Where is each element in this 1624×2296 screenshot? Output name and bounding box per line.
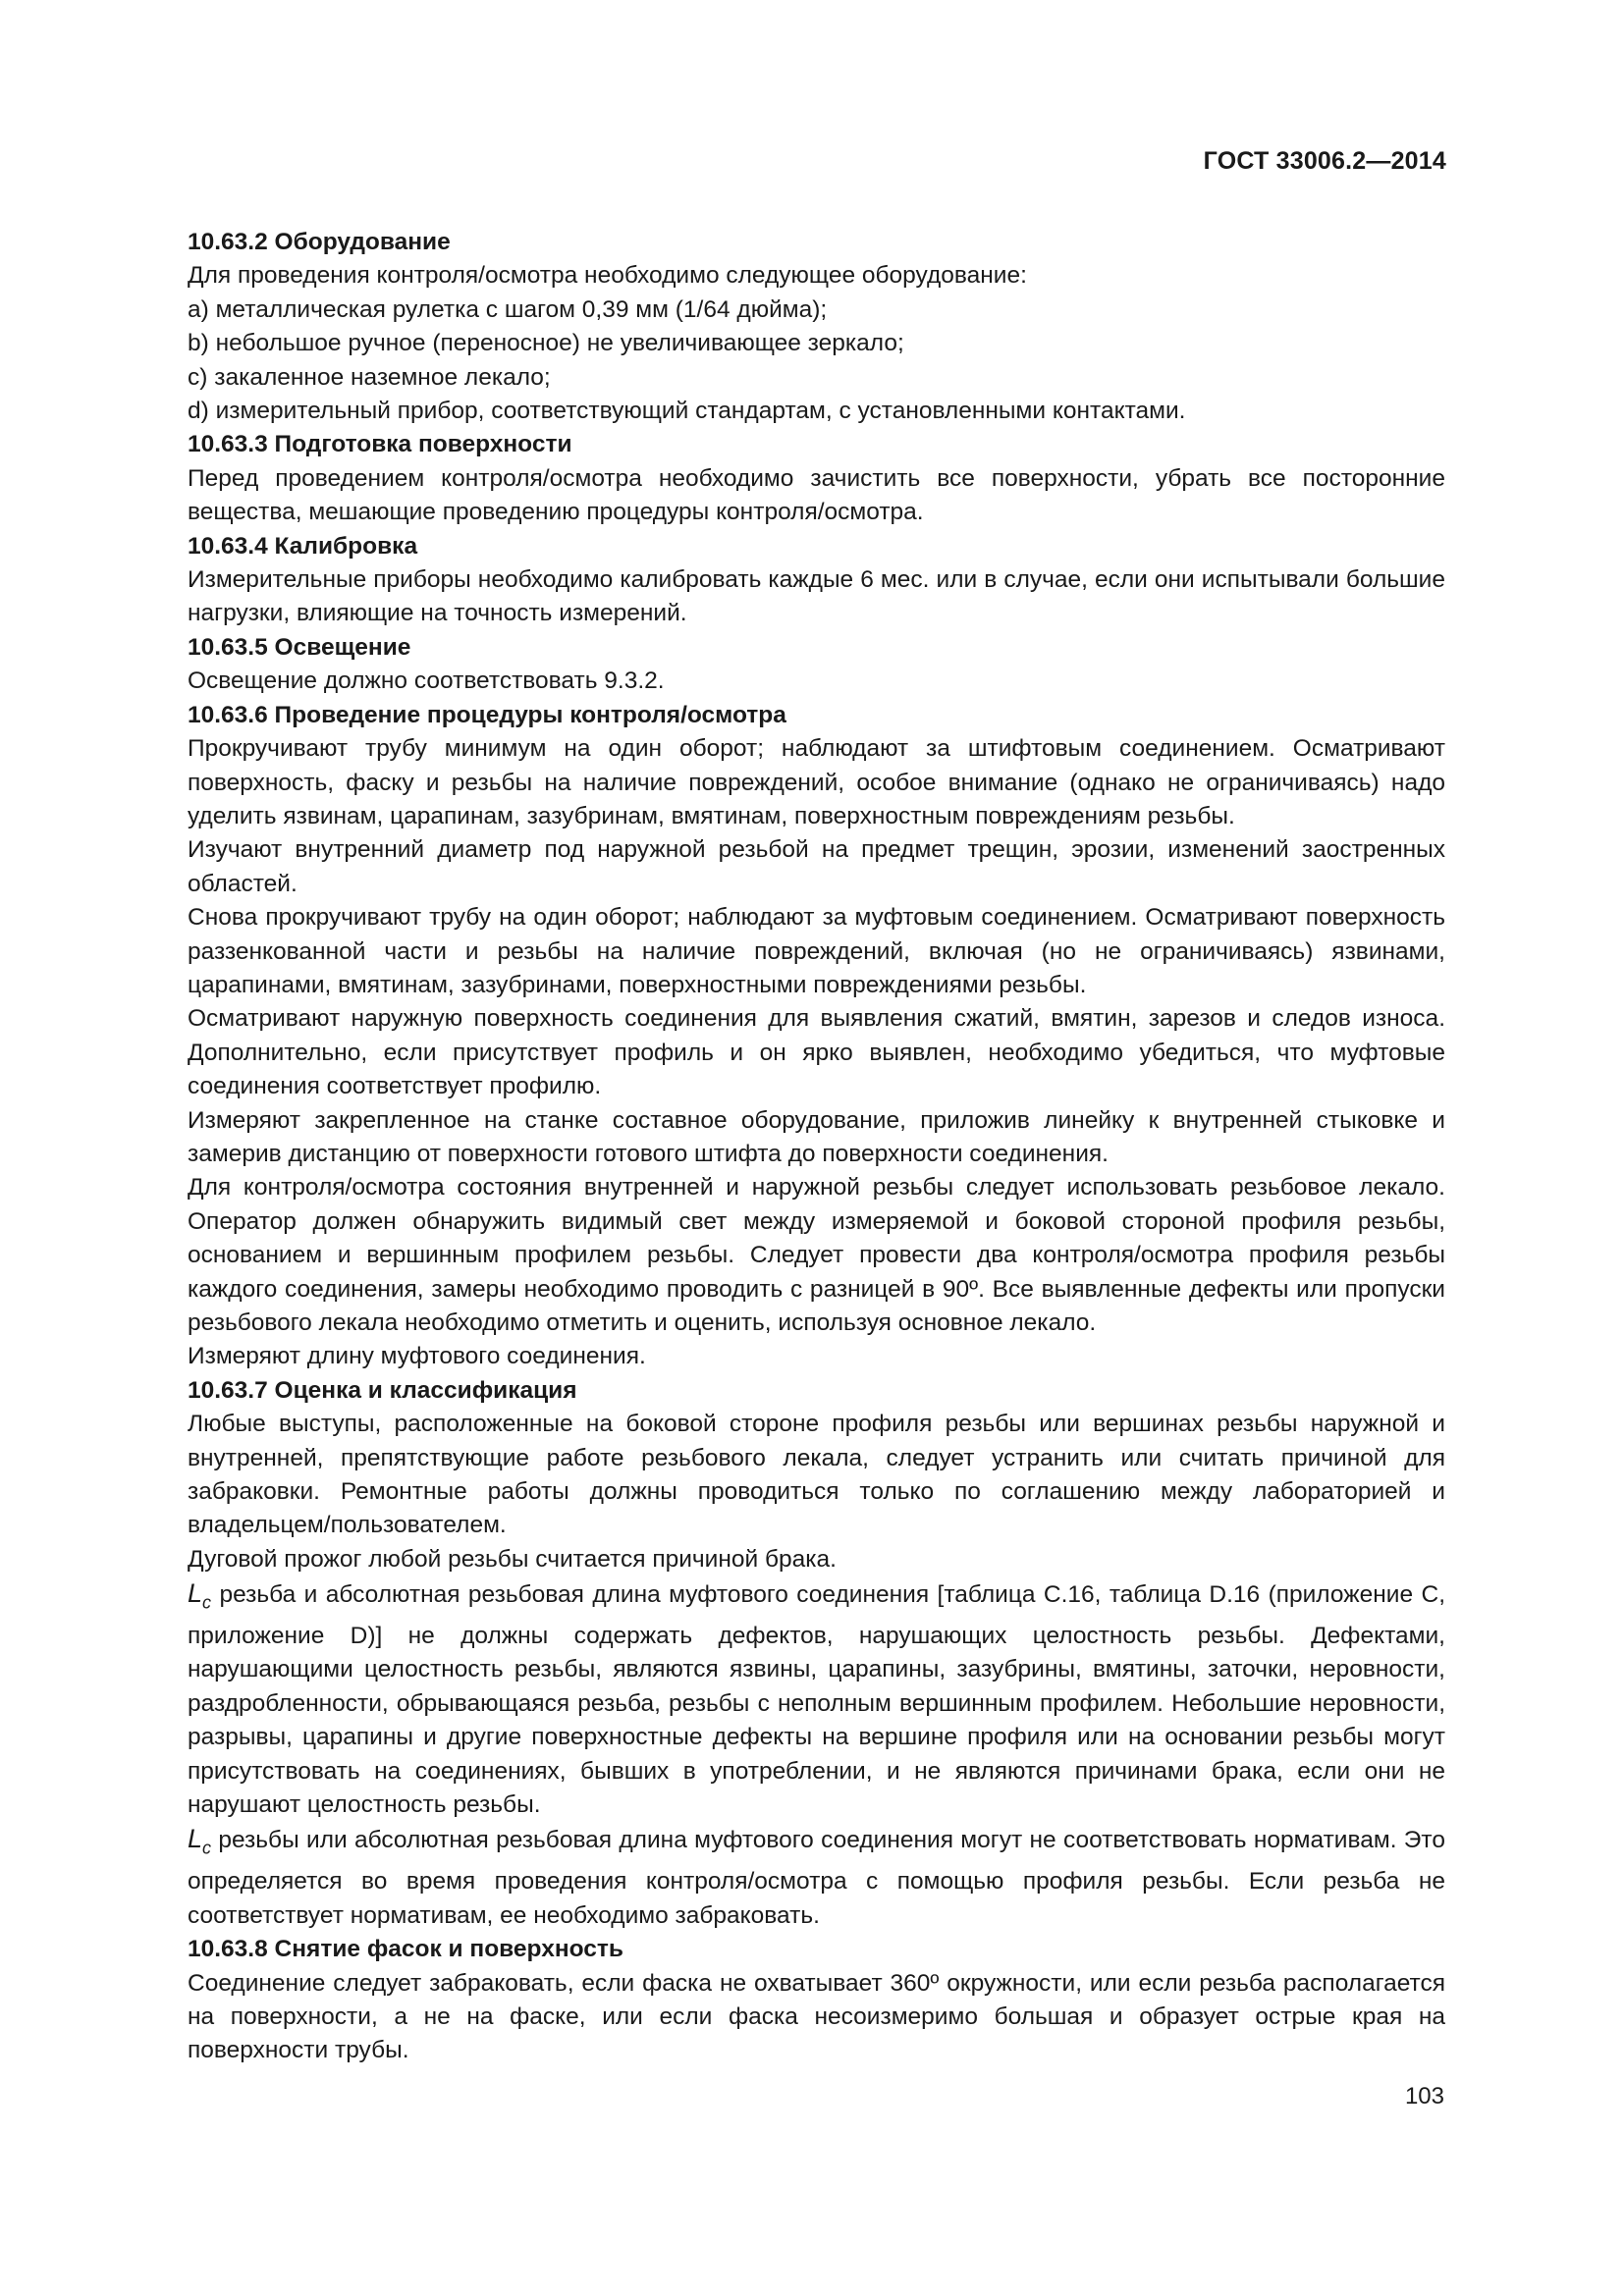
page-number: 103 [1404,2083,1444,2109]
section-heading: 10.63.8 Снятие фасок и поверхность [188,1936,623,1963]
paragraph: $L_c$ резьба и абсолютная резьбовая длина муфтового соединения [таблица C.16, таблица D.16 (приложение С, приложение D)] не должны содержать дефектов, нарушающих целостность резьбы. Дефектами, нарушающими целостность резьбы, являются язвины, царапины, зазубрины, вмятины, заточки, неровности, раздробленности, обрывающаяся резьба, резьбы с неполным вершинным профилем. Небольшие неровности, разрывы, царапины и другие поверхностные дефекты на вершине профиля или на основании резьбы могут присутствовать на соединениях, бывших в употреблении, и не являются причинами брака, если они не нарушают целостность резьбы. [188,1578,1445,1819]
lc-symbol: $L_c$ [188,1824,212,1858]
list-item: c) закаленное наземное лекало; [188,363,551,391]
section-heading: 10.63.5 Освещение [188,633,411,661]
paragraph: Соединение следует забраковать, если фаска не охватывает 360º окружности, или если резьба располагается на поверхности, а не на фаске, или если фаска несоизмеримо большая и образует острые края на поверхности трубы. [188,1969,1445,2064]
section-heading: 10.63.3 Подготовка поверхности [188,431,572,458]
section-heading: 10.63.6 Проведение процедуры контроля/осмотра [188,701,786,728]
paragraph: Снова прокручивают трубу на один оборот; наблюдают за муфтовым соединением. Осматривают поверхность раззенкованной части и резьбы на наличие повреждений, включая (но не ограничиваясь) язвинами, царапинами, вмятинам, зазубринами, поверхностными повреждениями резьбы. [188,904,1445,998]
paragraph: Измеряют закрепленное на станке составное оборудование, приложив линейку к внутренней стыковке и замерив дистанцию от поверхности готового штифта до поверхности соединения. [188,1106,1445,1167]
list-item: d) измерительный прибор, соответствующий стандартам, с установленными контактами. [188,398,1186,425]
paragraph: Для проведения контроля/осмотра необходимо следующее оборудование: [188,262,1027,290]
paragraph: Для контроля/осмотра состояния внутренней и наружной резьбы следует использовать резьбовое лекало. Оператор должен обнаружить видимый свет между измеряемой и боковой стороной профиля резьбы, основанием и вершинным профилем резьбы. Следует провести два контроля/осмотра профиля резьбы каждого соединения, замеры необходимо проводить с разницей в 90º. Все выявленные дефекты или пропуски резьбового лекала необходимо отметить и оценить, используя основное лекало. [188,1174,1445,1336]
list-item: b) небольшое ручное (переносное) не увеличивающее зеркало; [188,330,904,357]
paragraph: Осматривают наружную поверхность соединения для выявления сжатий, вмятин, зарезов и следов износа. Дополнительно, если присутствует профиль и он ярко выявлен, необходимо убедиться, что муфтовые соединения соответствует профилю. [188,1005,1445,1100]
paragraph: Измерительные приборы необходимо калибровать каждые 6 мес. или в случае, если они испытывали большие нагрузки, влияющие на точность измерений. [188,566,1445,627]
paragraph: Перед проведением контроля/осмотра необходимо зачистить все поверхности, убрать все посторонние вещества, мешающие проведению процедуры контроля/осмотра. [188,464,1445,526]
paragraph: Дуговой прожог любой резьбы считается причиной брака. [188,1545,837,1573]
list-item: a) металлическая рулетка с шагом 0,39 мм (1/64 дюйма); [188,295,828,323]
paragraph: Прокручивают трубу минимум на один оборот; наблюдают за штифтовым соединением. Осматривают поверхность, фаску и резьбы на наличие повреждений, особое внимание (однако не ограничиваясь) надо уделить язвинам, царапинам, зазубринам, вмятинам, поверхностным повреждениям резьбы. [188,735,1445,829]
section-heading: 10.63.2 Оборудование [188,229,451,255]
document-body [119,226,1445,2068]
section-heading: 10.63.4 Калибровка [188,532,418,560]
paragraph: Любые выступы, расположенные на боковой стороне профиля резьбы или вершинах резьбы наружной и внутренней, препятствующие работе резьбового лекала, следует устранить или считать причиной для забраковки. Ремонтные работы должны проводиться только по соглашению между лабораторией и владельцем/пользователем. [188,1411,1445,1539]
paragraph: Освещение должно соответствовать 9.3.2. [188,667,665,695]
paragraph: Измеряют длину муфтового соединения. [188,1343,646,1370]
paragraph: $L_c$ резьбы или абсолютная резьбовая длина муфтового соединения могут не соответствовать нормативам. Это определяется во время проведения контроля/осмотра с помощью профиля резьбы. Если резьба не соответствует нормативам, ее необходимо забраковать. [188,1824,1445,1929]
section-heading: 10.63.7 Оценка и классификация [188,1376,577,1404]
page-header: ГОСТ 33006.2—2014 [1203,147,1446,175]
lc-symbol: $L_c$ [188,1578,212,1613]
paragraph: Изучают внутренний диаметр под наружной резьбой на предмет трещин, эрозии, изменений заостренных областей. [188,836,1445,897]
